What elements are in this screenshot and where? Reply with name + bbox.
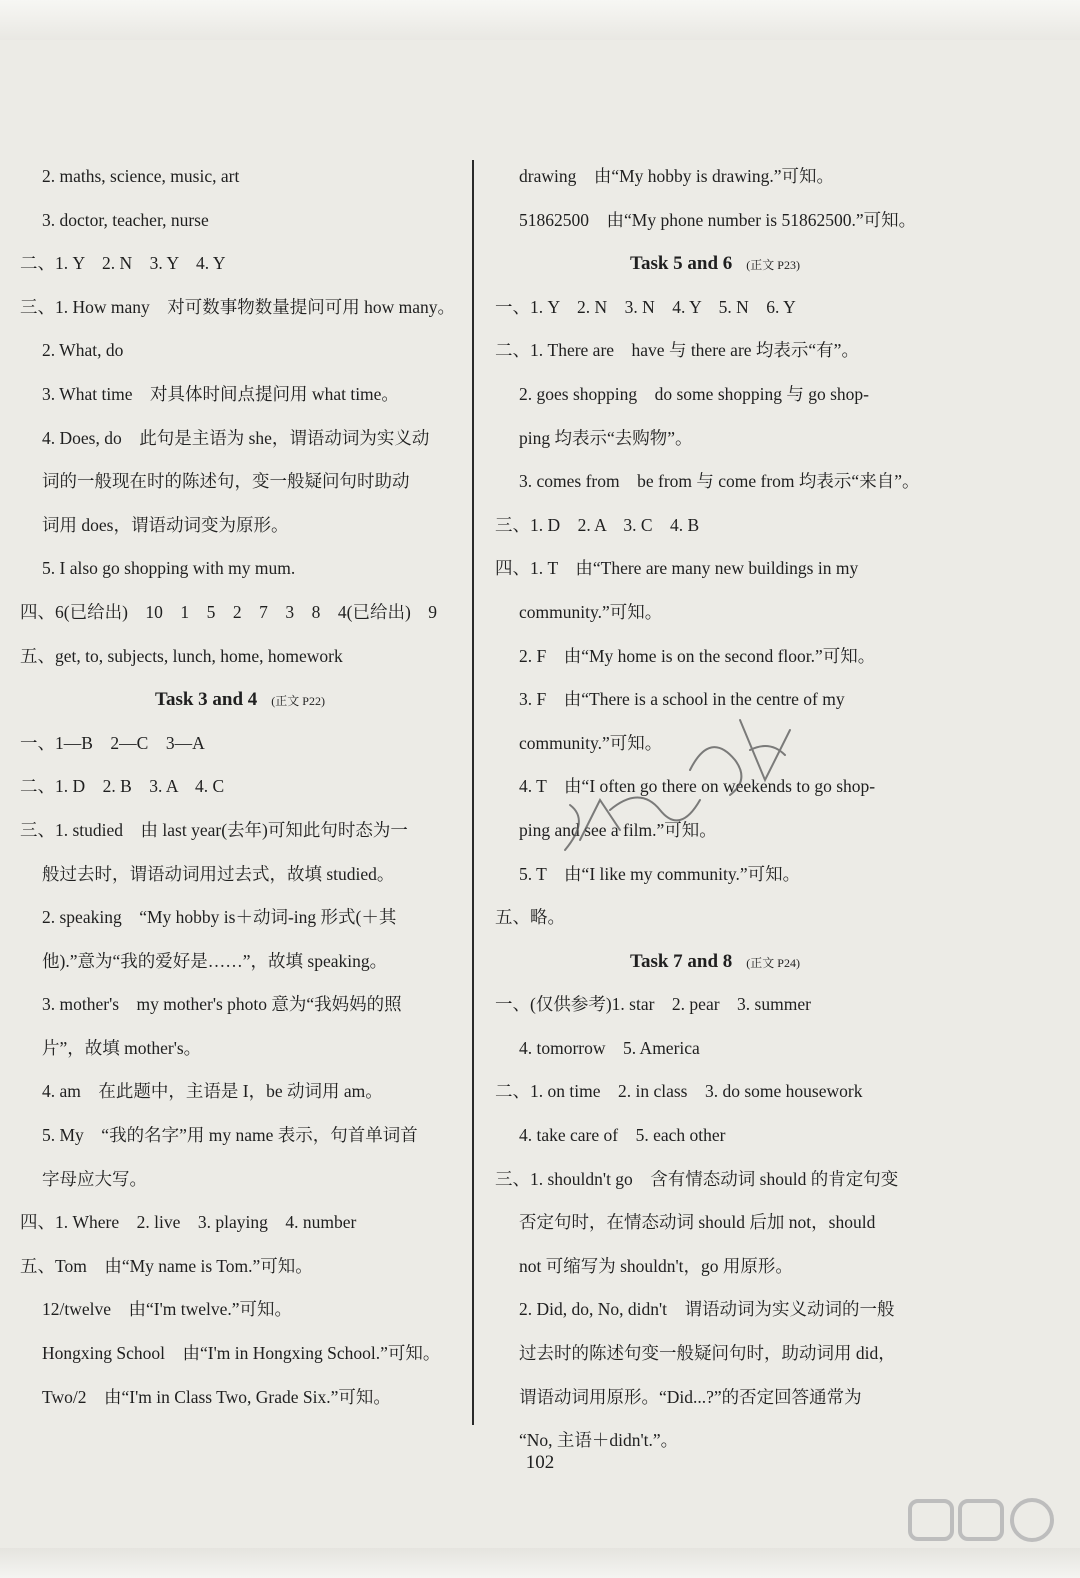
answer-line: drawing 由“My hobby is drawing.”可知。 bbox=[519, 166, 834, 186]
answer-line: 4. T 由“I often go there on weekends to go shop- bbox=[519, 776, 876, 797]
answer-line: “No, 主语＋didn't.”。 bbox=[519, 1430, 679, 1451]
answer-line: not 可缩写为 shouldn't，go 用原形。 bbox=[519, 1255, 793, 1276]
section-page-ref: (正文 P22) bbox=[271, 694, 325, 709]
section-title bbox=[495, 940, 935, 984]
answer-line: 一、1. Y 2. N 3. N 4. Y 5. N 6. Y bbox=[495, 296, 796, 317]
answer-line: 2. speaking “My hobby is＋动词-ing 形式(＋其 bbox=[42, 907, 397, 928]
answer-line: 3. What time 对具体时间点提问用 what time。 bbox=[42, 383, 399, 404]
answer-line: 2. Did, do, No, didn't 谓语动词为实义动词的一般 bbox=[519, 1299, 895, 1320]
answer-line: 2. maths, science, music, art bbox=[42, 166, 240, 186]
answer-line: 词的一般现在时的陈述句，变一般疑问句时助动 bbox=[42, 471, 410, 492]
answer-line: 他).”意为“我的爱好是……”，故填 speaking。 bbox=[42, 950, 388, 971]
answer-line: 一、1—B 2—C 3—A bbox=[20, 732, 205, 753]
answer-line: 三、1. studied 由 last year(去年)可知此句时态为一 bbox=[20, 819, 408, 840]
answer-line: 2. What, do bbox=[42, 340, 124, 361]
section-title-text: Task 3 and 4 bbox=[155, 689, 258, 711]
answer-line: 51862500 由“My phone number is 51862500.”可知。 bbox=[519, 209, 917, 230]
answer-line: 三、1. How many 对可数事物数量提问可用 how many。 bbox=[20, 296, 456, 317]
answer-line: 3. F 由“There is a school in the centre of my bbox=[519, 689, 845, 710]
section-title-text: Task 5 and 6 bbox=[630, 253, 733, 275]
answer-line: 3. doctor, teacher, nurse bbox=[42, 209, 209, 230]
page-number: 102 bbox=[525, 1452, 555, 1473]
answer-line: 过去时的陈述句变一般疑问句时，助动词用 did， bbox=[519, 1343, 896, 1364]
answer-line: 字母应大写。 bbox=[42, 1168, 147, 1189]
scan-edge-bottom bbox=[0, 1548, 1080, 1578]
section-title-text: Task 7 and 8 bbox=[630, 950, 733, 972]
answer-line: 12/twelve 由“I'm twelve.”可知。 bbox=[42, 1299, 293, 1320]
answer-line: 五、get, to, subjects, lunch, home, homework bbox=[20, 645, 343, 666]
column-divider bbox=[472, 160, 474, 1425]
handwritten-scribble bbox=[550, 690, 810, 860]
answer-line: 三、1. D 2. A 3. C 4. B bbox=[495, 514, 700, 535]
answer-line: 5. T 由“I like my community.”可知。 bbox=[519, 863, 801, 884]
answer-line: 般过去时，谓语动词用过去式，故填 studied。 bbox=[42, 863, 395, 884]
answer-line: 4. Does, do 此句是主语为 she，谓语动词为实义动 bbox=[42, 427, 430, 448]
answer-line: 五、略。 bbox=[495, 907, 565, 928]
answer-line: 四、6(已给出) 10 1 5 2 7 3 8 4(已给出) 9 bbox=[20, 601, 438, 622]
answer-line: 4. tomorrow 5. America bbox=[519, 1037, 700, 1058]
answer-line: 谓语动词用原形。“Did...?”的否定回答通常为 bbox=[519, 1386, 862, 1407]
answer-line: 2. goes shopping do some shopping 与 go shop- bbox=[519, 383, 869, 404]
answer-line: 四、1. Where 2. live 3. playing 4. number bbox=[20, 1212, 357, 1233]
answer-line: 二、1. on time 2. in class 3. do some housework bbox=[495, 1081, 863, 1102]
answer-line: 5. I also go shopping with my mum. bbox=[42, 558, 296, 579]
section-title bbox=[20, 678, 460, 722]
answer-line: ping 均表示“去购物”。 bbox=[519, 427, 693, 448]
answer-line: community.”可知。 bbox=[519, 732, 663, 753]
section-page-ref: (正文 P23) bbox=[746, 258, 800, 273]
answer-line: 二、1. Y 2. N 3. Y 4. Y bbox=[20, 253, 226, 274]
left-column bbox=[20, 155, 460, 1419]
answer-line: 否定句时，在情态动词 should 后加 not，should bbox=[519, 1212, 876, 1233]
answer-line: 片”，故填 mother's。 bbox=[42, 1037, 202, 1058]
answer-line: 2. F 由“My home is on the second floor.”可知。 bbox=[519, 645, 876, 666]
answer-line: Hongxing School 由“I'm in Hongxing School.”可知。 bbox=[42, 1343, 441, 1364]
scan-edge-top bbox=[0, 0, 1080, 40]
answer-line: 3. comes from be from 与 come from 均表示“来自”。 bbox=[519, 471, 920, 492]
answer-line: ping and see a film.”可知。 bbox=[519, 819, 717, 840]
answer-line: 4. take care of 5. each other bbox=[519, 1125, 726, 1146]
answer-line: 二、1. There are have 与 there are 均表示“有”。 bbox=[495, 340, 859, 361]
section-title bbox=[495, 242, 935, 286]
answer-line: 5. My “我的名字”用 my name 表示，句首单词首 bbox=[42, 1125, 418, 1146]
answer-line: 一、(仅供参考)1. star 2. pear 3. summer bbox=[495, 994, 811, 1015]
answer-line: Two/2 由“I'm in Class Two, Grade Six.”可知。 bbox=[42, 1386, 391, 1407]
answer-line: 五、Tom 由“My name is Tom.”可知。 bbox=[20, 1255, 313, 1276]
answer-line: 词用 does，谓语动词变为原形。 bbox=[42, 514, 289, 535]
answer-line: 二、1. D 2. B 3. A 4. C bbox=[20, 776, 225, 797]
answer-line: 四、1. T 由“There are many new buildings in my bbox=[495, 558, 859, 579]
section-page-ref: (正文 P24) bbox=[746, 955, 800, 970]
answer-line: 3. mother's my mother's photo 意为“我妈妈的照 bbox=[42, 994, 402, 1015]
answer-line: community.”可知。 bbox=[519, 601, 663, 622]
answer-line: 4. am 在此题中，主语是 I，be 动词用 am。 bbox=[42, 1081, 383, 1102]
answer-line: 三、1. shouldn't go 含有情态动词 should 的肯定句变 bbox=[495, 1168, 899, 1189]
